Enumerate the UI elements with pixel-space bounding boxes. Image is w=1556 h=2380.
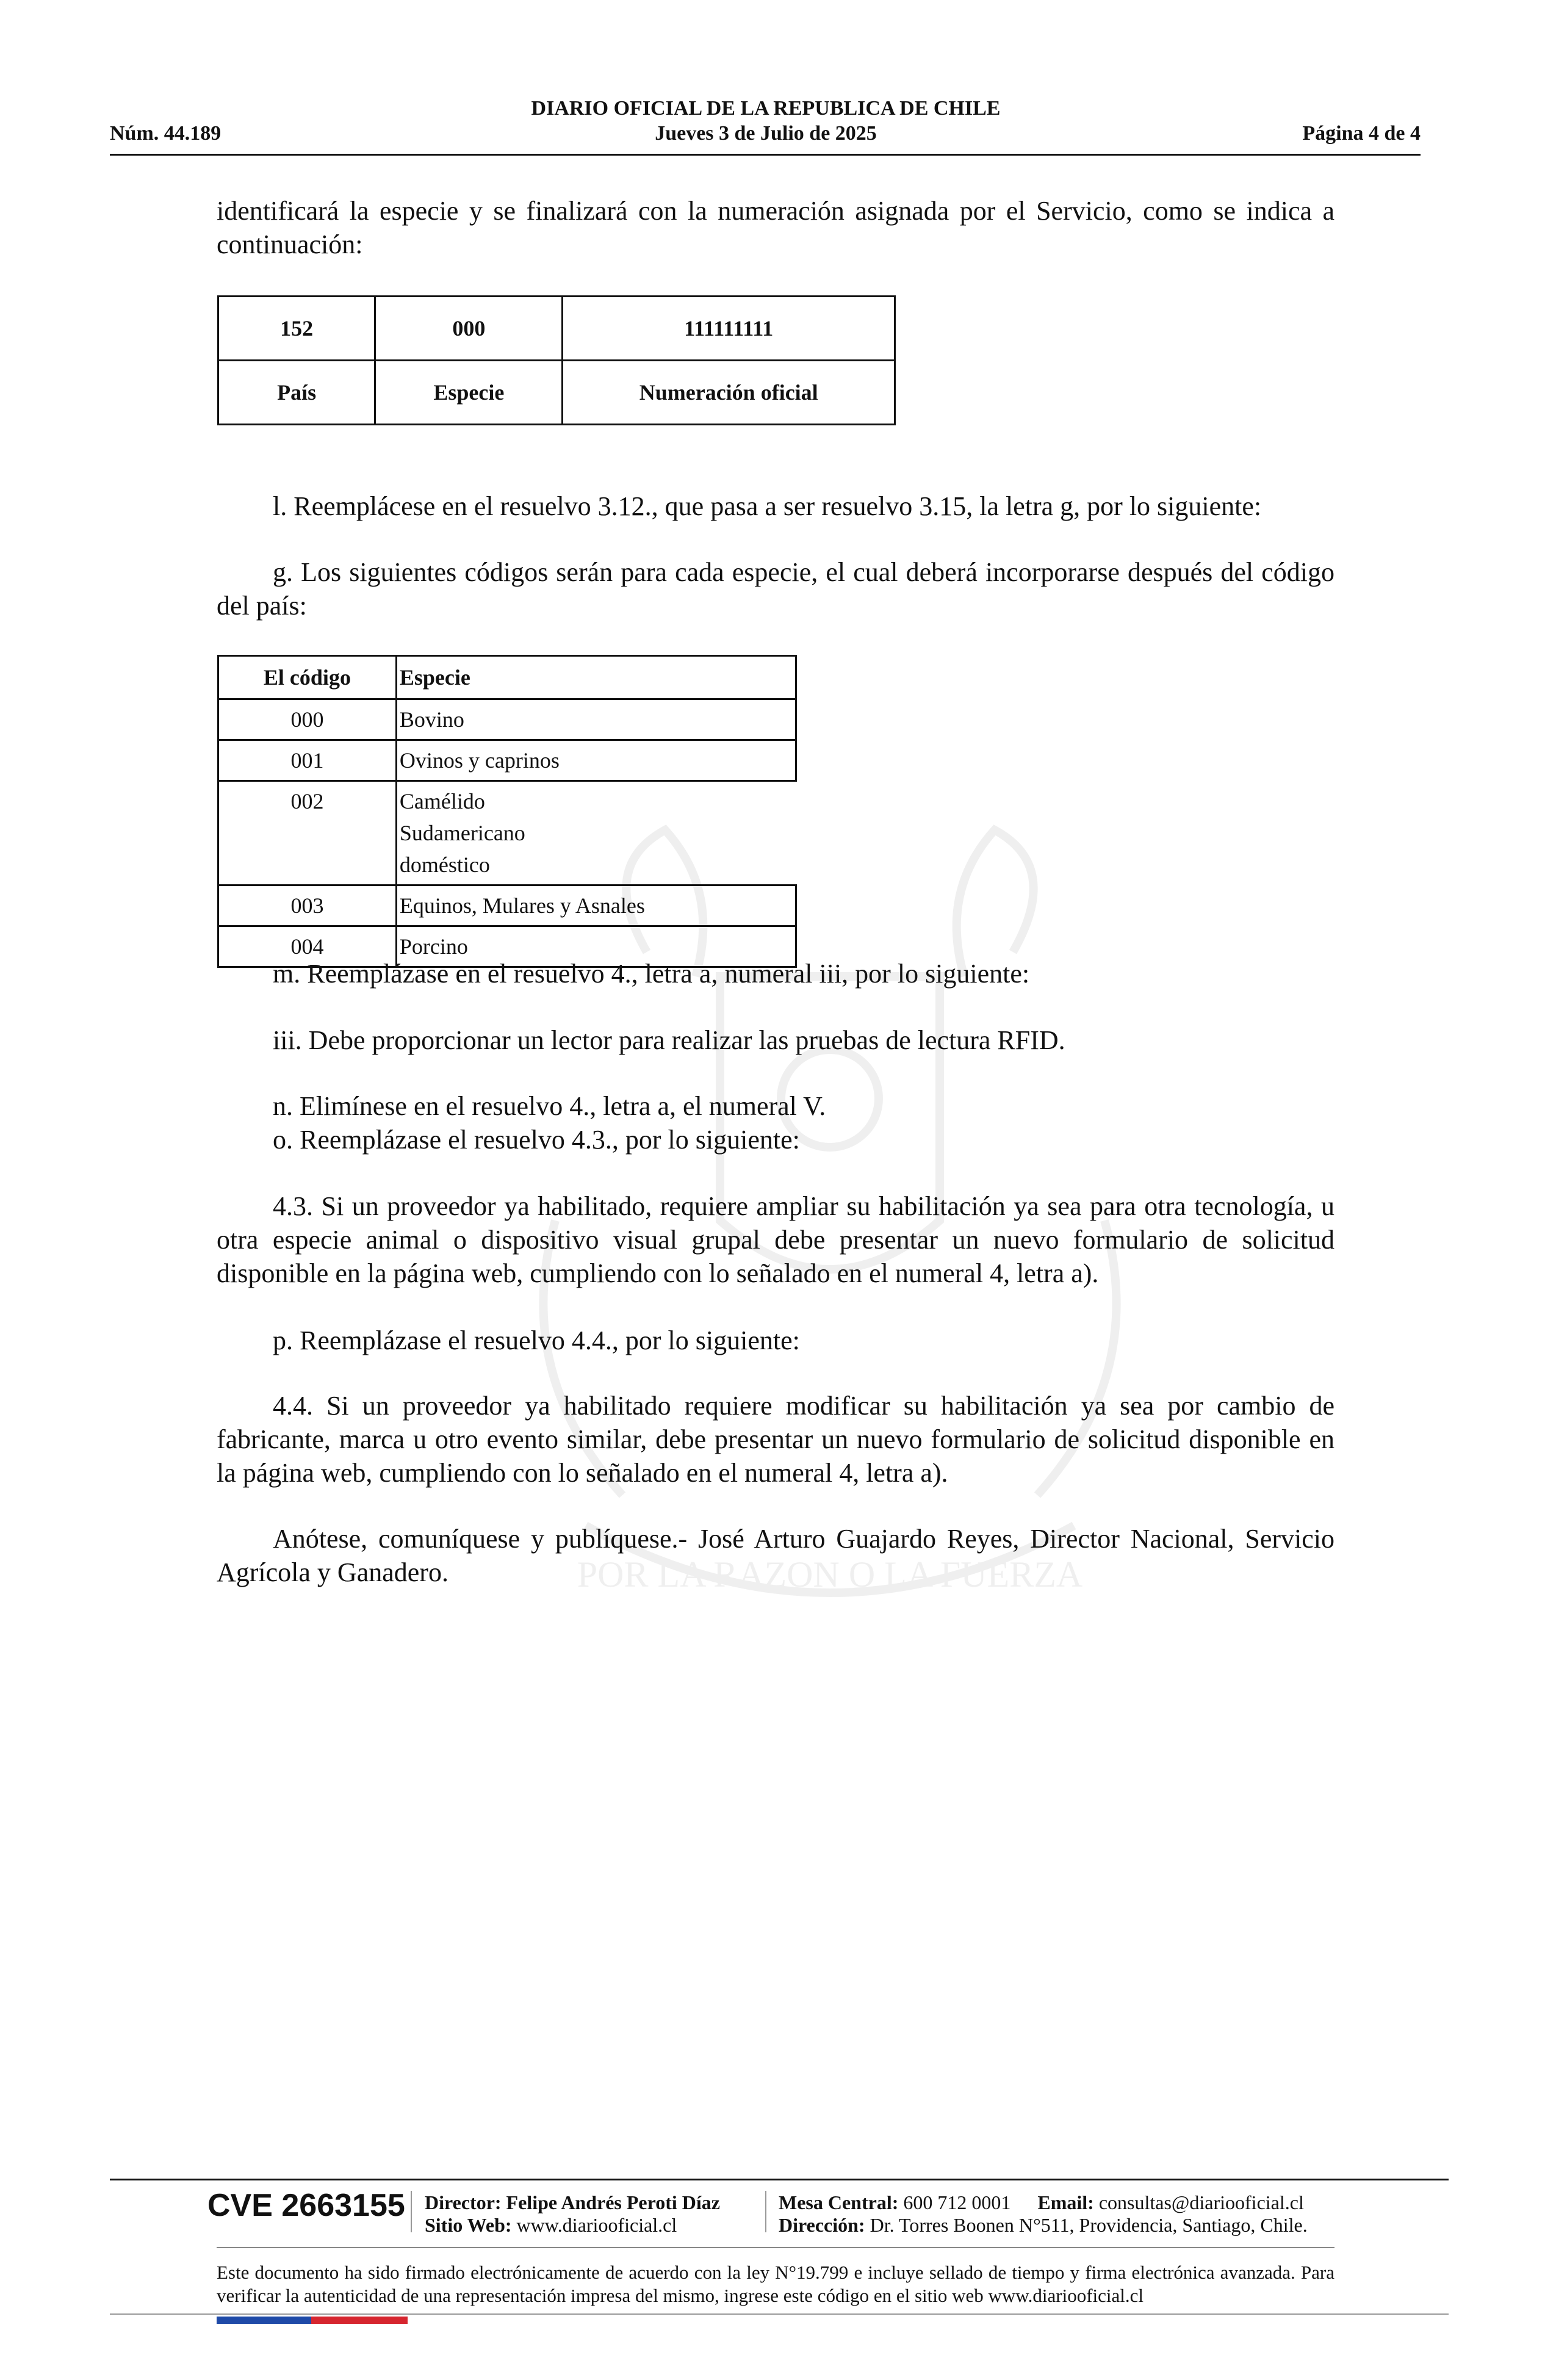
table-cell: País bbox=[218, 361, 375, 425]
code-cell: 000 bbox=[218, 699, 397, 740]
address-line bbox=[779, 2213, 1308, 2237]
code-cell: 001 bbox=[218, 740, 397, 781]
header-rule bbox=[110, 154, 1421, 156]
flag-stripe-blue bbox=[217, 2317, 311, 2324]
director-label: Director: bbox=[425, 2191, 502, 2213]
table-cell: 152 bbox=[218, 297, 375, 361]
flag-stripe-red bbox=[311, 2317, 408, 2324]
paragraph-l: l. Reemplácese en el resuelvo 3.12., que pasa a ser resuelvo 3.15, la letra g, por lo siguiente: bbox=[273, 491, 1262, 521]
table-header-row bbox=[218, 656, 796, 699]
species-cell: Bovino bbox=[396, 699, 796, 740]
table-cell: Numeración oficial bbox=[563, 361, 895, 425]
paragraph-4-3: 4.3. Si un proveedor ya habilitado, requiere ampliar su habilitación ya sea para otra tecnología, u otra especie animal o dispositivo visual grupal debe presentar un nuevo formulario de solicitud disponible en la página web, cumpliendo con lo señalado en el numeral 4, letra a). bbox=[217, 1191, 1334, 1288]
page-indicator: Página 4 de 4 bbox=[1302, 122, 1421, 145]
column-header-species: Especie bbox=[396, 656, 796, 699]
footer-separator bbox=[411, 2191, 412, 2232]
code-cell: 002 bbox=[218, 781, 397, 885]
paragraph-iii: iii. Debe proporcionar un lector para realizar las pruebas de lectura RFID. bbox=[273, 1025, 1065, 1055]
website-label: Sitio Web: bbox=[425, 2214, 512, 2236]
director-line bbox=[425, 2191, 720, 2214]
species-code-table bbox=[217, 655, 797, 968]
table-cell: 111111111 bbox=[563, 297, 895, 361]
table-cell: Especie bbox=[375, 361, 563, 425]
email-value[interactable]: consultas@diariooficial.cl bbox=[1098, 2191, 1304, 2213]
issue-number: Núm. 44.189 bbox=[110, 122, 222, 145]
footer-mid-rule bbox=[217, 2247, 1334, 2248]
table-row bbox=[218, 740, 796, 781]
legal-notice: Este documento ha sido firmado electrónicamente de acuerdo con la ley N°19.799 e incluye sellado de tiempo y firma electrónica avanzada. Para verificar la autenticidad de una representación impresa del mismo, ingrese este código en el sitio web www.diariooficial.cl bbox=[217, 2262, 1334, 2306]
species-cell: Porcino bbox=[396, 926, 796, 967]
footer-separator bbox=[765, 2191, 766, 2232]
publication-title: DIARIO OFICIAL DE LA REPUBLICA DE CHILE bbox=[531, 97, 1001, 120]
paragraph-m: m. Reemplázase en el resuelvo 4., letra a, numeral iii, por lo siguiente: bbox=[273, 959, 1030, 989]
table-cell: 000 bbox=[375, 297, 563, 361]
signature-paragraph: Anótese, comuníquese y publíquese.- José Arturo Guajardo Reyes, Director Nacional, Servicio Agrícola y Ganadero. bbox=[217, 1524, 1334, 1587]
cve-code: CVE 2663155 bbox=[207, 2188, 405, 2223]
species-cell: Equinos, Mulares y Asnales bbox=[396, 885, 796, 926]
paragraph-o: o. Reemplázase el resuelvo 4.3., por lo siguiente: bbox=[273, 1125, 800, 1155]
contact-line bbox=[779, 2191, 1304, 2214]
watermark-motto: POR LA RAZON O LA FUERZA bbox=[577, 1554, 1083, 1595]
paragraph-4-4: 4.4. Si un proveedor ya habilitado requiere modificar su habilitación ya sea por cambio de fabricante, marca u otro evento similar, debe presentar un nuevo formulario de solicitud disponible en la página web, cumpliendo con lo señalado en el numeral 4, letra a). bbox=[217, 1391, 1334, 1488]
address-value: Dr. Torres Boonen N°511, Providencia, Santiago, Chile. bbox=[870, 2214, 1308, 2236]
code-cell: 003 bbox=[218, 885, 397, 926]
species-cell: Camélido Sudamericano doméstico bbox=[399, 789, 525, 877]
column-header-code: El código bbox=[218, 656, 397, 699]
phone-label: Mesa Central: bbox=[779, 2191, 899, 2213]
paragraph-p: p. Reemplázase el resuelvo 4.4., por lo siguiente: bbox=[273, 1325, 800, 1355]
table-row bbox=[218, 361, 895, 425]
publication-date: Jueves 3 de Julio de 2025 bbox=[655, 122, 877, 145]
director-name: Felipe Andrés Peroti Díaz bbox=[506, 2191, 720, 2213]
website-value[interactable]: www.diariooficial.cl bbox=[516, 2214, 677, 2236]
code-cell: 004 bbox=[218, 926, 397, 967]
footer-bottom-rule bbox=[110, 2313, 1449, 2315]
table-row bbox=[218, 699, 796, 740]
table-row bbox=[218, 781, 796, 885]
address-label: Dirección: bbox=[779, 2214, 865, 2236]
id-format-table bbox=[217, 295, 896, 425]
species-cell: Ovinos y caprinos bbox=[396, 740, 796, 781]
email-label: Email: bbox=[1037, 2191, 1094, 2213]
paragraph-g: g. Los siguientes códigos serán para cada especie, el cual deberá incorporarse después del código del país: bbox=[217, 557, 1334, 621]
footer-top-rule bbox=[110, 2179, 1449, 2180]
paragraph-n: n. Elimínese en el resuelvo 4., letra a, el numeral V. bbox=[273, 1091, 826, 1121]
table-row bbox=[218, 297, 895, 361]
table-row bbox=[218, 885, 796, 926]
website-line bbox=[425, 2213, 677, 2237]
phone-value: 600 712 0001 bbox=[903, 2191, 1011, 2213]
intro-paragraph: identificará la especie y se finalizará con la numeración asignada por el Servicio, como se indica a continuación: bbox=[217, 196, 1334, 259]
